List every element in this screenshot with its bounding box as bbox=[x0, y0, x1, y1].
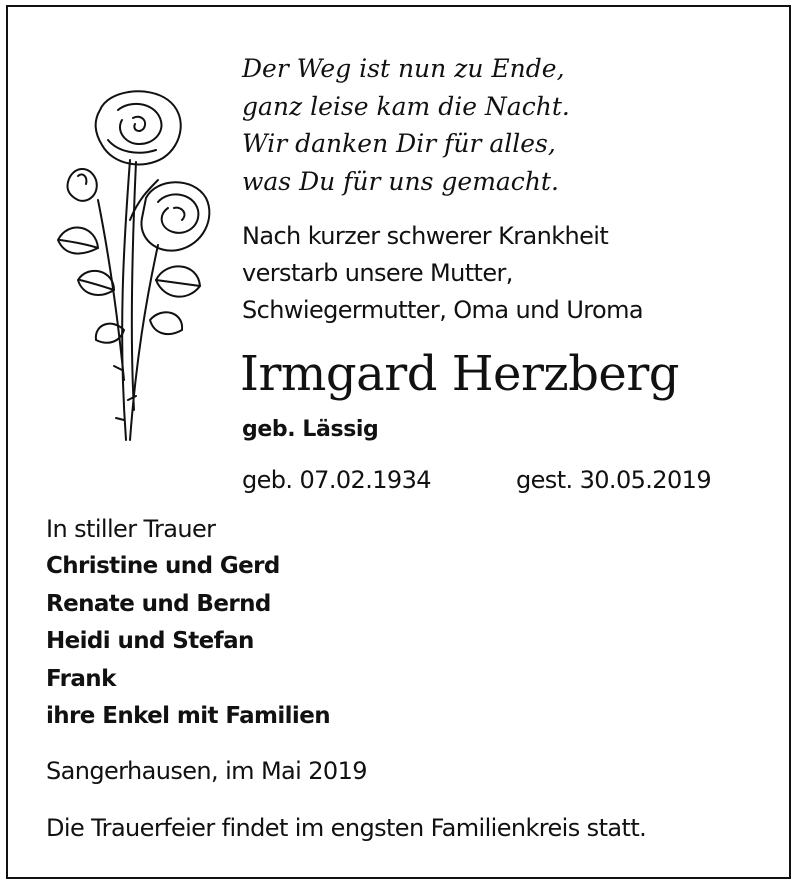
poem-line: Der Weg ist nun zu Ende, bbox=[242, 54, 565, 83]
mourner-name: Renate und Bernd bbox=[46, 590, 271, 617]
announcement-line: Schwiegermutter, Oma und Uroma bbox=[242, 296, 644, 324]
mourner-name: Frank bbox=[46, 665, 116, 692]
poem-line: Wir danken Dir für alles, bbox=[242, 129, 556, 158]
death-announcement bbox=[242, 218, 643, 329]
birth-date: geb. 07.02.1934 bbox=[242, 466, 431, 494]
place-and-date: Sangerhausen, im Mai 2019 bbox=[46, 757, 367, 785]
poem-line: was Du für uns gemacht. bbox=[242, 166, 559, 196]
death-date: gest. 30.05.2019 bbox=[516, 466, 711, 494]
announcement-line: Nach kurzer schwerer Krankheit bbox=[242, 222, 609, 250]
mourner-name: Christine und Gerd bbox=[46, 553, 280, 579]
mourners-list bbox=[46, 548, 330, 736]
maiden-name: geb. Lässig bbox=[242, 417, 379, 442]
announcement-line: verstarb unsere Mutter, bbox=[242, 259, 513, 287]
mourner-name: Heidi und Stefan bbox=[46, 628, 254, 654]
poem-line: ganz leise kam die Nacht. bbox=[242, 91, 570, 121]
ceremony-note: Die Trauerfeier findet im engsten Familienkreis statt. bbox=[46, 814, 647, 842]
mourning-heading: In stiller Trauer bbox=[46, 515, 216, 543]
rose-illustration-icon bbox=[38, 80, 218, 450]
deceased-name: Irmgard Herzberg bbox=[240, 346, 679, 402]
mourner-name: ihre Enkel mit Familien bbox=[46, 703, 330, 729]
poem bbox=[242, 50, 570, 200]
